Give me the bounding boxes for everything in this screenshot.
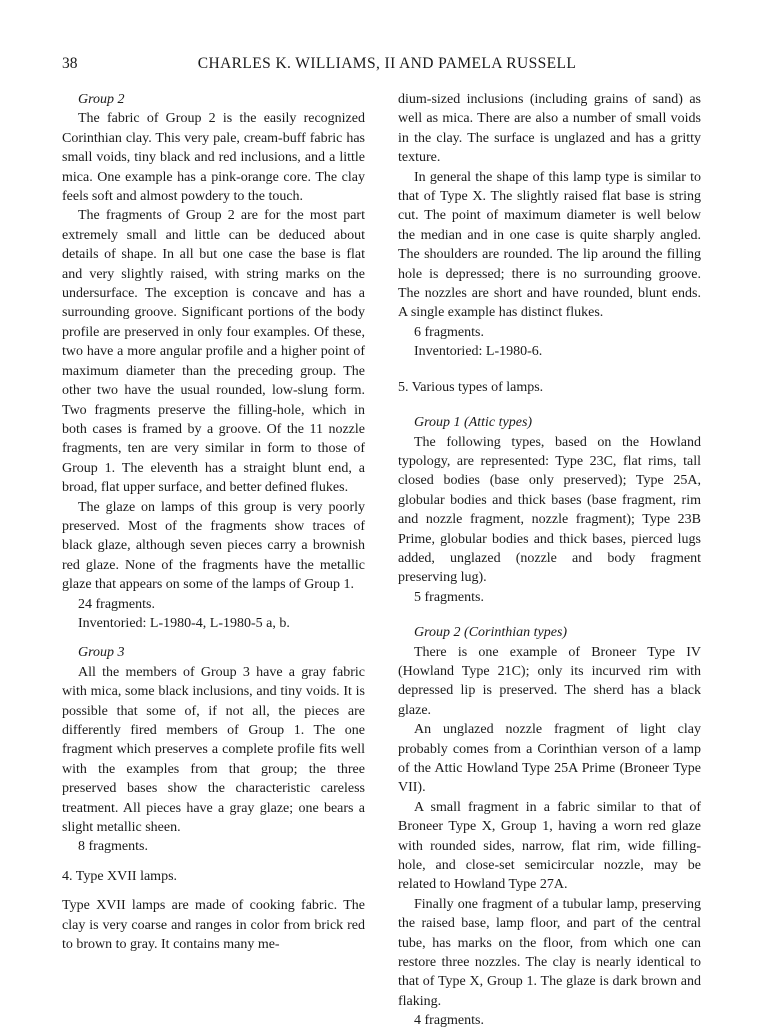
group-1-attic-heading: Group 1 (Attic types) (414, 415, 533, 431)
paragraph: A small fragment in a fabric similar to that of Broneer Type X, Group 1, having a worn red glaze with rounded sides, narrow, flat rim, wide filling-hole, and close-set semicircular nozzle, may be related to Howland Type 27A. (398, 799, 701, 893)
paragraph: Type XVII lamps are made of cooking fabric. The clay is very coarse and ranges in color from brick red to brown to gray. It contains many me- (62, 898, 365, 953)
paragraph: An unglazed nozzle fragment of light clay probably comes from a Corinthian verson of a lamp of the Attic Howland Type 25A Prime (Broneer Type VII). (398, 722, 701, 796)
fragment-count: 24 fragments. (78, 596, 155, 612)
left-column (62, 90, 365, 954)
paragraph: All the members of Group 3 have a gray fabric with mica, some black inclusions, and tiny voids. It is possible that some of, if not all, the pieces are differently fired members of Group 1. The one fragment which preserves a complete profile fits well with the examples from that group; the three preserved bases show the characteristic careless treatment. All pieces have a gray glaze; one bears a slight metallic sheen. (62, 664, 365, 836)
section-4-heading: 4. Type XVII lamps. (62, 868, 178, 884)
fragment-count: 5 fragments. (414, 589, 484, 605)
inventory-line: Inventoried: L-1980-4, L-1980-5 a, b. (78, 615, 290, 631)
paragraph: The fabric of Group 2 is the easily recognized Corinthian clay. This very pale, cream-buff fabric has small voids, tiny black and red inclusions, and a little mica. One example has a pink-orange core. The clay feels soft and almost powdery to the touch. (62, 111, 365, 205)
spacer (62, 886, 365, 896)
group-3-heading: Group 3 (78, 645, 125, 661)
paragraph: Finally one fragment of a tubular lamp, preserving the raised base, lamp floor, and part of the central tube, has marks on the floor, from which one can restore three nozzles. The clay is nearly identical to that of Type X, Group 1. The glaze is dark brown and flaking. (398, 896, 701, 1009)
fragment-count: 8 fragments. (78, 839, 148, 855)
spacer (398, 397, 701, 413)
group-2-corinthian-heading: Group 2 (Corinthian types) (414, 625, 568, 641)
paragraph: There is one example of Broneer Type IV (Howland Type 21C); only its incurved rim with depressed lip is preserved. The sherd has a black glaze. (398, 644, 701, 718)
section-5-heading: 5. Various types of lamps. (398, 379, 544, 395)
spacer (398, 362, 701, 378)
right-column (398, 90, 701, 1031)
fragment-count: 4 fragments. (414, 1013, 484, 1029)
fragment-count: 6 fragments. (414, 324, 484, 340)
page-header (62, 52, 712, 76)
paragraph: The following types, based on the Howland typology, are represented: Type 23C, flat rims, tall closed bodies (base only preserved); Type 25A, globular bodies and thick bases (base fragment, rim and nozzle fragment, nozzle fragment); Type 23B Prime, globular bodies and thick bases, pierced lugs added, unglazed (nozzle and body fragment preserving lug). (398, 434, 701, 586)
inventory-line: Inventoried: L-1980-6. (414, 344, 543, 360)
spacer (62, 857, 365, 867)
running-title: CHARLES K. WILLIAMS, II AND PAMELA RUSSELL (197, 55, 577, 72)
page-number: 38 (62, 55, 78, 72)
paragraph: dium-sized inclusions (including grains of sand) as well as mica. There are also a number of small voids in the clay. The surface is unglazed and has a gritty texture. (398, 92, 701, 166)
paragraph: The glaze on lamps of this group is very poorly preserved. Most of the fragments show traces of black glaze, although seven pieces carry a brownish red glaze. None of the fragments have the metallic glaze that appears on some of the lamps of Group 1. (62, 499, 365, 593)
spacer (62, 633, 365, 643)
paragraph: In general the shape of this lamp type is similar to that of Type X. The slightly raised flat base is string cut. The point of maximum diameter is well below the median and in one case is quite sharply angled. The shoulders are rounded. The lip around the filling hole is depressed; there is no surrounding groove. The nozzles are short and have rounded, blunt ends. A single example has distinct flukes. (398, 169, 701, 321)
group-2-heading: Group 2 (78, 92, 125, 107)
paragraph: The fragments of Group 2 are for the most part extremely small and little can be deduced about details of shape. In all but one case the base is flat and very slightly raised, with string marks on the undersurface. The exception is concave and has a surrounding groove. Significant portions of the body profile are preserved in only four examples. Of these, two have a more angular profile and a higher point of maximum diameter than the preceding group. The other two have the usual rounded, low-slung form. Two fragments preserve the filling-hole, which in both cases is framed by a groove. Of the 11 nozzle fragments, ten are very similar in form to those of Group 1. The eleventh has a straight blunt end, a broad, flat upper surface, and better defined flukes. (62, 208, 365, 496)
spacer (398, 607, 701, 623)
